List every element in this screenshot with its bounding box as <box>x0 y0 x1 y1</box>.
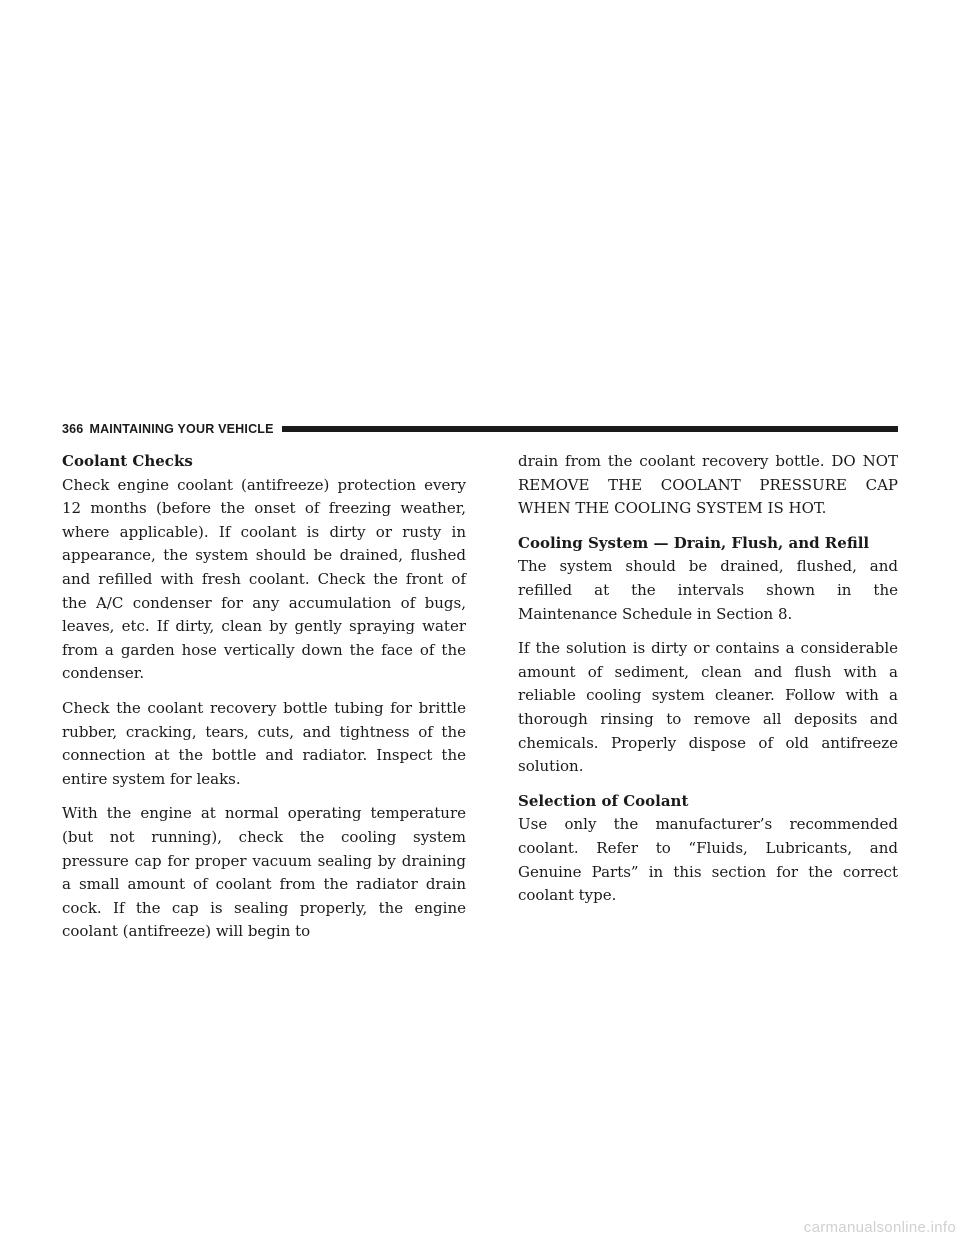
left-column <box>62 450 466 955</box>
page-header <box>62 421 898 437</box>
heading-selection-of-coolant: Selection of Coolant <box>518 791 689 810</box>
watermark: carmanualsonline.info <box>803 1219 956 1236</box>
paragraph: The system should be drained, flushed, and refilled at the intervals shown in the Maintenance Schedule in Section 8. <box>518 557 898 623</box>
heading-drain-flush-refill: Cooling System — Drain, Flush, and Refill <box>518 533 870 552</box>
page-number: 366 <box>62 422 84 436</box>
heading-coolant-checks: Coolant Checks <box>62 452 193 470</box>
paragraph-continuation: drain from the coolant recovery bottle. DO NOT REMOVE THE COOLANT PRESSURE CAP WHEN THE COOLING SYSTEM IS HOT. <box>518 452 898 518</box>
header-rule <box>282 426 898 432</box>
paragraph: If the solution is dirty or contains a considerable amount of sediment, clean and flush with a reliable cooling system cleaner. Follow with a thorough rinsing to remove all deposits and chemicals. Properly dispose of old antifreeze solution. <box>518 639 898 776</box>
paragraph: Check engine coolant (antifreeze) protection every 12 months (before the onset of freezing weather, where applicable). If coolant is dirty or rusty in appearance, the system should be drained, flushed and refilled with fresh coolant. Check the front of the A/C condenser for any accumulation of bugs, leaves, etc. If dirty, clean by gently spraying water from a garden hose vertically down the face of the condenser. <box>62 475 466 683</box>
paragraph: With the engine at normal operating temperature (but not running), check the cooling system pressure cap for proper vacuum sealing by draining a small amount of coolant from the radiator drain cock. If the cap is sealing properly, the engine coolant (antifreeze) will begin to <box>62 804 466 941</box>
paragraph: Use only the manufacturer’s recommended coolant. Refer to “Fluids, Lubricants, and Genuine Parts” in this section for the correct coolant type. <box>518 815 898 905</box>
paragraph: Check the coolant recovery bottle tubing for brittle rubber, cracking, tears, cuts, and tightness of the connection at the bottle and radiator. Inspect the entire system for leaks. <box>62 698 466 788</box>
right-column <box>518 450 898 919</box>
section-title: MAINTAINING YOUR VEHICLE <box>89 422 274 436</box>
